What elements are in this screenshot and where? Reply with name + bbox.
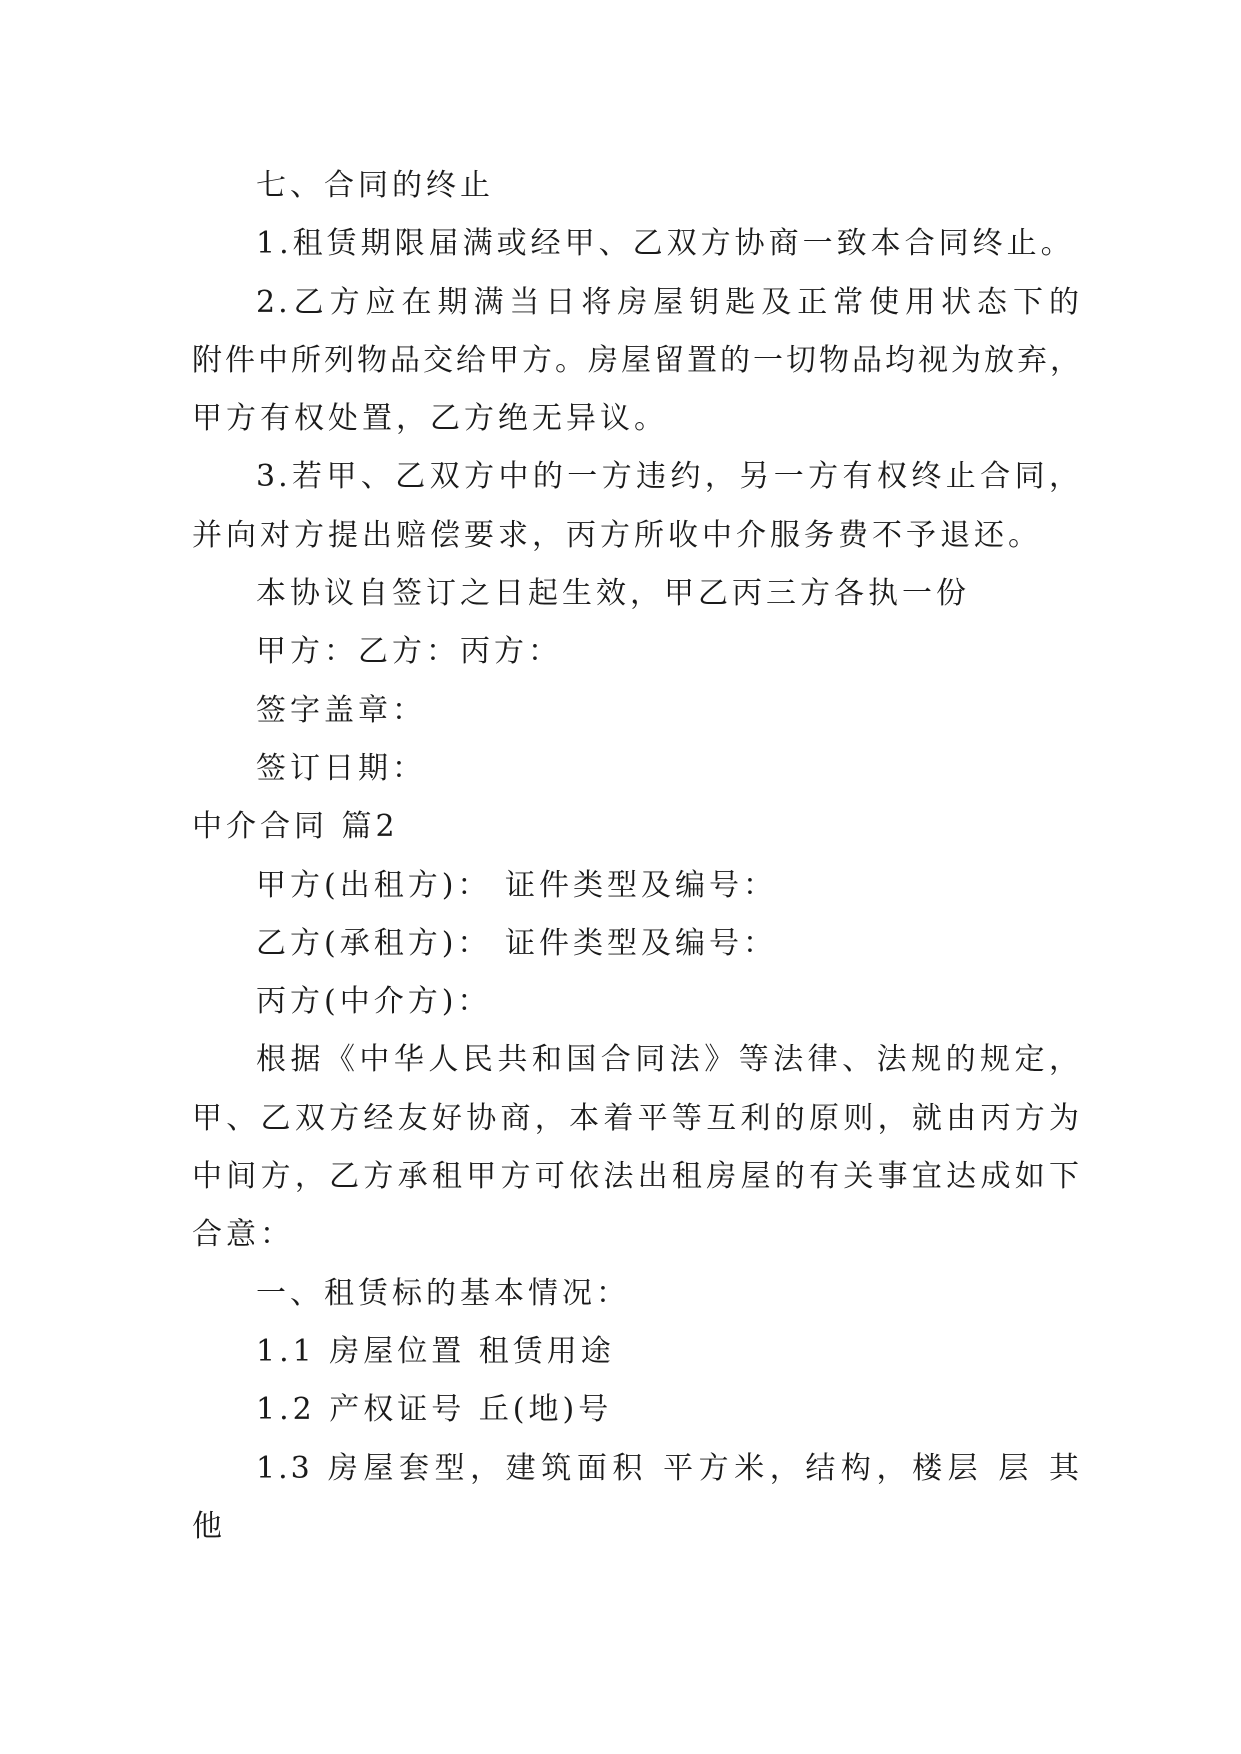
section-heading-termination: 七、合同的终止 [256,168,494,203]
clause-line: 1.2 产权证号 丘(地)号 [256,1392,613,1428]
paragraph-line: 并向对方提出赔偿要求，丙方所收中介服务费不予退还。 [192,517,1042,553]
signature-seal-label: 签字盖章： [256,692,426,728]
paragraph-line: 根据《中华人民共和国合同法》等法律、法规的规定， [256,1042,1082,1078]
clause-line: 他 [192,1508,226,1544]
paragraph-line: 1.租赁期限届满或经甲、乙双方协商一致本合同终止。 [256,226,1075,262]
section-heading-lease-basics: 一、租赁标的基本情况： [256,1275,630,1311]
paragraph-line: 2.乙方应在期满当日将房屋钥匙及正常使用状态下的 [256,284,1082,320]
signing-date-label: 签订日期： [256,750,426,786]
paragraph-line: 甲方有权处置，乙方绝无异议。 [192,401,668,437]
document-page [192,157,1082,1556]
contract-section-title: 中介合同 篇2 [192,809,399,845]
paragraph-line: 本协议自签订之日起生效，甲乙丙三方各执一份 [256,576,970,612]
paragraph-line: 3.若甲、乙双方中的一方违约，另一方有权终止合同， [256,459,1082,495]
paragraph-line: 附件中所列物品交给甲方。房屋留置的一切物品均视为放弃， [192,342,1083,378]
clause-line: 1.3 房屋套型，建筑面积 平方米，结构，楼层 层 其 [256,1450,1082,1486]
party-c-line: 丙方(中介方)： [256,984,492,1020]
paragraph-line: 中间方，乙方承租甲方可依法出租房屋的有关事宜达成如下 [192,1159,1082,1195]
party-a-line: 甲方(出租方)： 证件类型及编号： [256,867,777,903]
clause-line: 1.1 房屋位置 租赁用途 [256,1333,615,1369]
paragraph-line: 甲、乙双方经友好协商，本着平等互利的原则，就由丙方为 [192,1100,1082,1136]
party-b-line: 乙方(承租方)： 证件类型及编号： [256,925,777,961]
paragraph-line: 合意： [192,1217,294,1253]
signature-parties: 甲方：乙方：丙方： [256,634,562,670]
